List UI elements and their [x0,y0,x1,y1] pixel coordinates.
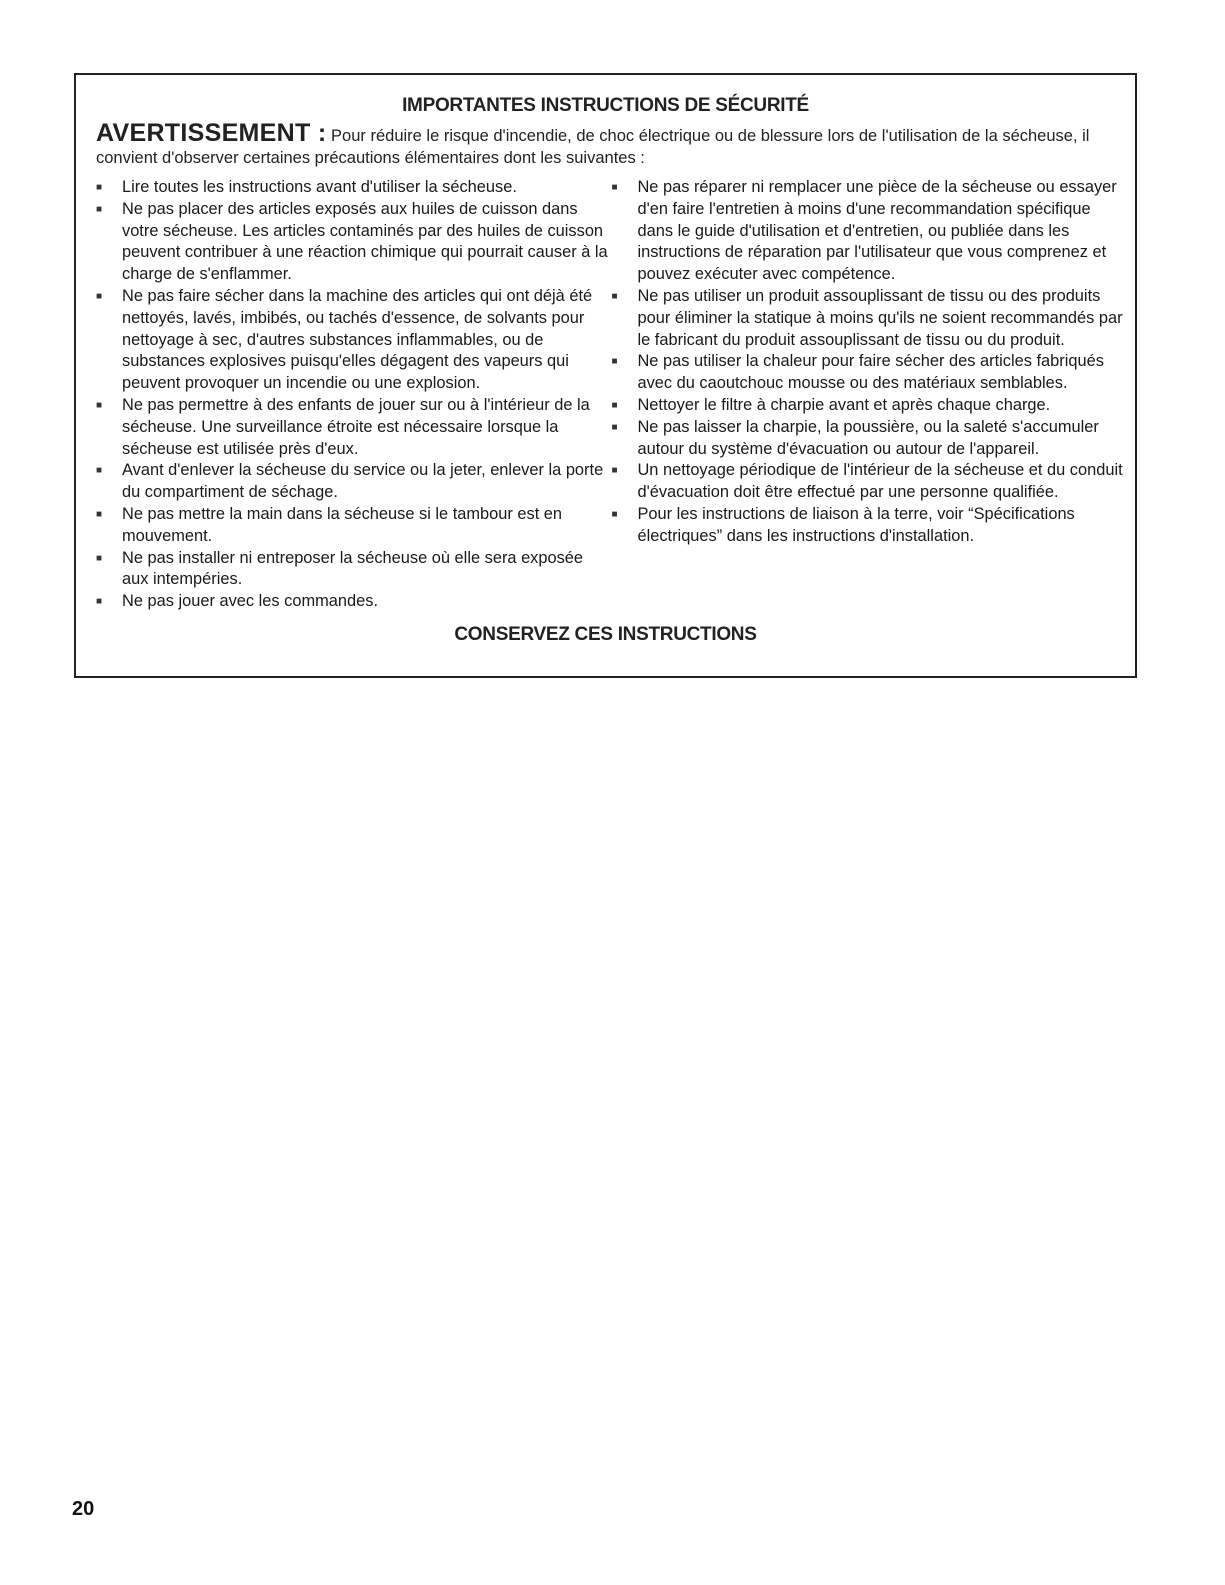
square-bullet-icon: ■ [611,421,618,433]
list-item-text: Ne pas installer ni entreposer la sécheuse où elle sera exposée aux intempéries. [122,548,584,589]
square-bullet-icon: ■ [96,508,103,520]
list-item [96,460,611,504]
list-item-text: Avant d'enlever la sécheuse du service ou la jeter, enlever la porte du compartiment de séchage. [122,461,604,502]
warning-intro [96,121,1123,169]
list-item-text: Ne pas utiliser un produit assouplissant de tissu ou des produits pour éliminer la statique à moins qu'ils ne soient recommandés par le fabricant du produit assouplissant de tissu ou du produit. [637,286,1123,349]
list-item [611,504,1123,548]
safety-footer: CONSERVEZ CES INSTRUCTIONS [454,623,757,645]
warning-label: AVERTISSEMENT : [96,119,327,147]
page-number: 20 [72,1498,95,1520]
list-item-text: Ne pas utiliser la chaleur pour faire sécher des articles fabriqués avec du caoutchouc mousse ou des matériaux semblables. [637,352,1104,393]
square-bullet-icon: ■ [96,465,103,477]
square-bullet-icon: ■ [96,203,103,215]
list-item-text: Nettoyer le filtre à charpie avant et après chaque charge. [637,395,1051,414]
instruction-columns [88,177,1123,613]
list-item-text: Ne pas réparer ni remplacer une pièce de la sécheuse ou essayer d'en faire l'entretien à moins d'une recommandation spécifique dans le guide d'utilisation et d'entretien, ou publiée dans les instructions de réparation par l'utilisateur que vous comprenez et pouvez exécuter avec compétence. [637,178,1117,284]
list-item [611,177,1123,286]
list-item [96,548,611,592]
right-instruction-list [611,177,1123,613]
warning-text: Pour réduire le risque d'incendie, de choc électrique ou de blessure lors de l'utilisation de la sécheuse, il convient d'observer certaines précautions élémentaires dont les suivantes : [96,127,1090,167]
list-item [611,395,1123,417]
list-item-text: Ne pas faire sécher dans la machine des articles qui ont déjà été nettoyés, lavés, imbibés, ou tachés d'essence, de solvants pour nettoyage à sec, d'autres substances inflammables, ou de substances explosives puisqu'elles dégagent des vapeurs qui peuvent provoquer un incendie ou une explosion. [122,286,593,393]
square-bullet-icon: ■ [96,399,103,411]
list-item [96,395,611,460]
list-item [611,417,1123,461]
list-item [611,286,1123,351]
square-bullet-icon: ■ [611,356,618,368]
left-instruction-list [96,177,611,613]
list-item-text: Ne pas jouer avec les commandes. [122,592,378,611]
list-item [611,460,1123,504]
square-bullet-icon: ■ [611,182,618,193]
list-item [96,177,611,199]
list-item [611,351,1123,395]
list-item-text: Ne pas mettre la main dans la sécheuse si le tambour est en mouvement. [122,504,563,545]
list-item-text: Ne pas placer des articles exposés aux huiles de cuisson dans votre sécheuse. Les articles contaminés par des huiles de cuisson peuvent contribuer à une réaction chimique qui pourrait causer à la charge de s'enflammer. [122,199,608,284]
list-item-text: Un nettoyage périodique de l'intérieur de la sécheuse et du conduit d'évacuation doit être effectué par une personne qualifiée. [637,461,1123,502]
square-bullet-icon: ■ [96,182,103,193]
square-bullet-icon: ■ [611,399,618,411]
list-item-text: Ne pas permettre à des enfants de jouer sur ou à l'intérieur de la sécheuse. Une surveillance étroite est nécessaire lorsque la sécheuse est utilisée près d'eux. [122,395,590,458]
list-item [96,286,611,395]
square-bullet-icon: ■ [611,508,618,520]
square-bullet-icon: ■ [96,596,103,608]
list-item-text: Ne pas laisser la charpie, la poussière, ou la saleté s'accumuler autour du système d'évacuation ou autour de l'appareil. [637,417,1099,458]
safety-instructions-box [74,73,1137,678]
list-item [96,199,611,286]
list-item-text: Pour les instructions de liaison à la terre, voir “Spécifications électriques” dans les instructions d'installation. [637,504,1075,545]
safety-title: IMPORTANTES INSTRUCTIONS DE SÉCURITÉ [402,95,809,116]
square-bullet-icon: ■ [96,290,103,302]
square-bullet-icon: ■ [611,290,618,302]
list-item [96,504,611,548]
square-bullet-icon: ■ [96,552,103,564]
list-item-text: Lire toutes les instructions avant d'utiliser la sécheuse. [122,178,517,196]
list-item [96,591,611,613]
square-bullet-icon: ■ [611,465,618,477]
